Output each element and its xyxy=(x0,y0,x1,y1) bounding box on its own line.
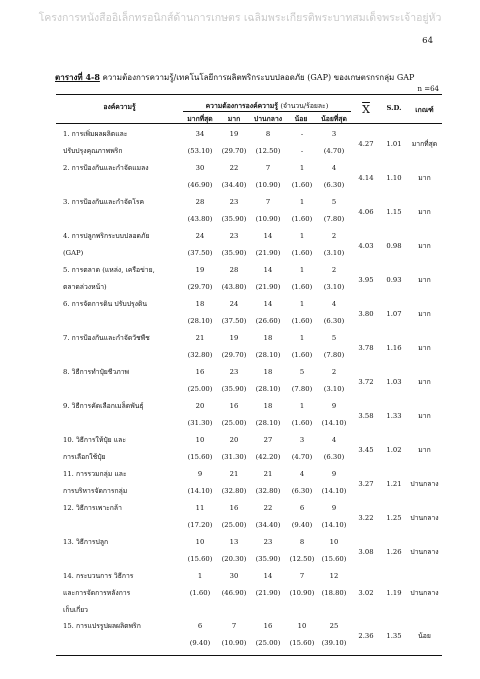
row-label: เก็บเกี่ยว xyxy=(63,606,88,614)
percent-moderate: (21.90) xyxy=(255,589,281,597)
percent-moderate: (26.60) xyxy=(255,317,281,325)
percent-most: (53.10) xyxy=(187,147,213,155)
percent-least: (6.30) xyxy=(323,181,345,189)
table-row xyxy=(56,466,442,500)
criteria-value: มาก xyxy=(418,446,431,454)
percent-most: (29.70) xyxy=(187,283,213,291)
row-label: 12. วิธีการเพาะกล้า xyxy=(63,504,122,512)
table-row xyxy=(56,500,442,534)
need-group-title: ความต้องการองค์ความรู้ xyxy=(205,102,278,110)
criteria-value: น้อย xyxy=(418,632,431,640)
mean-value: 4.06 xyxy=(358,208,374,216)
percent-moderate: (42.20) xyxy=(255,453,281,461)
count-much: 21 xyxy=(229,470,239,478)
count-much: 19 xyxy=(229,130,239,138)
percent-most: (32.80) xyxy=(187,351,213,359)
count-much: 19 xyxy=(229,334,239,342)
table-title: ความต้องการความรู้/เทคโนโลยีการผลิตพริกระบบปลอดภัย (GAP) ของเกษตรกรกลุ่ม GAP xyxy=(102,73,415,82)
criteria-value: มาก xyxy=(418,276,431,284)
table-row xyxy=(56,618,442,652)
level-header-little: น้อย xyxy=(294,115,308,123)
percent-most: (14.10) xyxy=(187,487,213,495)
percent-least: (18.80) xyxy=(321,589,347,597)
criteria-value: ปานกลาง xyxy=(410,480,439,488)
subheader-rule xyxy=(183,111,351,112)
count-little: 1 xyxy=(299,300,305,308)
percent-least: (6.30) xyxy=(323,453,345,461)
percent-most: (37.50) xyxy=(187,249,213,257)
sd-value: 0.93 xyxy=(386,276,402,284)
percent-most: (15.60) xyxy=(187,453,213,461)
percent-most: (31.30) xyxy=(187,419,213,427)
percent-little: (1.60) xyxy=(291,283,313,291)
percent-little: (10.90) xyxy=(289,589,315,597)
count-little: 8 xyxy=(299,538,305,546)
criteria-value: มาก xyxy=(418,174,431,182)
criteria-value: มากที่สุด xyxy=(411,140,438,148)
sd-value: 1.26 xyxy=(386,548,402,556)
count-much: 22 xyxy=(229,164,239,172)
count-little: 1 xyxy=(299,266,305,274)
percent-moderate: (25.00) xyxy=(255,639,281,647)
sd-value: 1.25 xyxy=(386,514,402,522)
percent-little: (4.70) xyxy=(291,453,313,461)
count-most: 18 xyxy=(195,300,205,308)
count-moderate: 7 xyxy=(265,198,271,206)
count-moderate: 14 xyxy=(263,266,273,274)
count-much: 16 xyxy=(229,504,239,512)
count-much: 13 xyxy=(229,538,239,546)
row-label: 15. การแปรรูปผลผลิตพริก xyxy=(63,622,141,630)
percent-much: (20.30) xyxy=(221,555,247,563)
level-header-most: มากที่สุด xyxy=(187,115,213,123)
table-bottom-rule xyxy=(56,655,442,656)
count-most: 10 xyxy=(195,538,205,546)
count-much: 23 xyxy=(229,232,239,240)
need-group-unit: (จำนวน/ร้อยละ) xyxy=(280,102,329,110)
count-least: 2 xyxy=(331,266,337,274)
count-least: 12 xyxy=(329,572,339,580)
row-label: และการจัดการหลังการ xyxy=(63,589,131,597)
sd-value: 1.10 xyxy=(386,174,402,182)
percent-little: (1.60) xyxy=(291,317,313,325)
criteria-value: มาก xyxy=(418,378,431,386)
percent-most: (46.90) xyxy=(187,181,213,189)
sd-value: 0.98 xyxy=(386,242,402,250)
table-row xyxy=(56,330,442,364)
percent-much: (34.40) xyxy=(221,181,247,189)
percent-moderate: (32.80) xyxy=(255,487,281,495)
sd-value: 1.33 xyxy=(386,412,402,420)
percent-much: (31.30) xyxy=(221,453,247,461)
table-row xyxy=(56,126,442,160)
percent-little: (1.60) xyxy=(291,419,313,427)
row-label: 8. วิธีการทำปุ๋ยชีวภาพ xyxy=(63,368,129,376)
percent-most: (43.80) xyxy=(187,215,213,223)
sd-value: 1.02 xyxy=(386,446,402,454)
mean-value: 3.27 xyxy=(358,480,374,488)
criteria-value: มาก xyxy=(418,310,431,318)
percent-least: (3.10) xyxy=(323,249,345,257)
percent-much: (46.90) xyxy=(221,589,247,597)
percent-most: (28.10) xyxy=(187,317,213,325)
percent-least: (3.10) xyxy=(323,283,345,291)
count-much: 7 xyxy=(231,622,237,630)
count-least: 4 xyxy=(331,436,337,444)
count-least: 3 xyxy=(331,130,337,138)
count-much: 23 xyxy=(229,198,239,206)
count-most: 1 xyxy=(197,572,203,580)
row-label: 10. วิธีการให้ปุ๋ย และ xyxy=(63,436,126,444)
row-label: 13. วิธีการปลูก xyxy=(63,538,109,546)
count-little: - xyxy=(300,130,304,138)
count-much: 20 xyxy=(229,436,239,444)
level-header-much: มาก xyxy=(227,115,241,123)
count-much: 16 xyxy=(229,402,239,410)
criteria-value: มาก xyxy=(418,344,431,352)
count-moderate: 27 xyxy=(263,436,273,444)
table-row xyxy=(56,160,442,194)
mean-value: 3.58 xyxy=(358,412,374,420)
sd-value: 1.07 xyxy=(386,310,402,318)
criteria-value: ปานกลาง xyxy=(410,514,439,522)
percent-little: (1.60) xyxy=(291,249,313,257)
table-row xyxy=(56,296,442,330)
criteria-header: เกณฑ์ xyxy=(415,106,434,114)
count-most: 10 xyxy=(195,436,205,444)
count-least: 25 xyxy=(329,622,339,630)
table-label: ตารางที่ 4-8 xyxy=(55,72,100,82)
count-moderate: 22 xyxy=(263,504,273,512)
table-row xyxy=(56,568,442,618)
count-most: 30 xyxy=(195,164,205,172)
count-least: 9 xyxy=(331,402,337,410)
sd-value: 1.19 xyxy=(386,589,402,597)
row-label: 2. การป้องกันและกำจัดแมลง xyxy=(63,164,149,172)
table-row xyxy=(56,364,442,398)
header-bottom-rule xyxy=(56,123,442,124)
count-little: 10 xyxy=(297,622,307,630)
row-label: 11. การรวมกลุ่ม และ xyxy=(63,470,127,478)
table-row xyxy=(56,534,442,568)
count-moderate: 18 xyxy=(263,368,273,376)
count-little: 6 xyxy=(299,504,305,512)
percent-much: (35.90) xyxy=(221,215,247,223)
percent-most: (15.60) xyxy=(187,555,213,563)
count-least: 2 xyxy=(331,232,337,240)
percent-much: (25.00) xyxy=(221,419,247,427)
percent-moderate: (28.10) xyxy=(255,385,281,393)
count-moderate: 8 xyxy=(265,130,271,138)
table-row xyxy=(56,194,442,228)
sd-value: 1.03 xyxy=(386,378,402,386)
criteria-value: มาก xyxy=(418,242,431,250)
percent-much: (35.90) xyxy=(221,249,247,257)
row-label: 4. การปลูกพริกระบบปลอดภัย xyxy=(63,232,150,240)
count-moderate: 14 xyxy=(263,232,273,240)
count-least: 4 xyxy=(331,164,337,172)
count-moderate: 21 xyxy=(263,470,273,478)
row-label: ตลาดล่วงหน้า) xyxy=(63,283,107,291)
table-top-rule xyxy=(56,94,442,95)
percent-little: - xyxy=(300,147,304,155)
row-label: 1. การเพิ่มผลผลิตและ xyxy=(63,130,128,138)
count-little: 1 xyxy=(299,334,305,342)
count-most: 6 xyxy=(197,622,203,630)
percent-least: (14.10) xyxy=(321,521,347,529)
percent-least: (14.10) xyxy=(321,419,347,427)
count-much: 30 xyxy=(229,572,239,580)
count-little: 4 xyxy=(299,470,305,478)
need-group-header xyxy=(183,100,351,111)
sd-value: 1.01 xyxy=(386,140,402,148)
percent-little: (15.60) xyxy=(289,639,315,647)
count-much: 24 xyxy=(229,300,239,308)
percent-much: (25.00) xyxy=(221,521,247,529)
level-header-least: น้อยที่สุด xyxy=(321,115,347,123)
mean-value: 2.36 xyxy=(358,632,374,640)
mean-value: 3.80 xyxy=(358,310,374,318)
row-label: 9. วิธีการคัดเลือกเมล็ดพันธุ์ xyxy=(63,402,144,410)
percent-moderate: (28.10) xyxy=(255,419,281,427)
percent-least: (6.30) xyxy=(323,317,345,325)
percent-little: (9.40) xyxy=(291,521,313,529)
percent-much: (43.80) xyxy=(221,283,247,291)
count-moderate: 18 xyxy=(263,334,273,342)
count-little: 1 xyxy=(299,164,305,172)
percent-moderate: (10.90) xyxy=(255,181,281,189)
count-moderate: 18 xyxy=(263,402,273,410)
row-label: 7. การป้องกันและกำจัดวัชพืช xyxy=(63,334,150,342)
mean-value: 3.02 xyxy=(358,589,374,597)
mean-value: 4.14 xyxy=(358,174,374,182)
count-least: 5 xyxy=(331,334,337,342)
mean-value: 3.95 xyxy=(358,276,374,284)
row-label: 6. การจัดการดิน ปรับปรุงดิน xyxy=(63,300,148,308)
percent-least: (4.70) xyxy=(323,147,345,155)
count-most: 28 xyxy=(195,198,205,206)
percent-much: (29.70) xyxy=(221,351,247,359)
mean-value: 3.08 xyxy=(358,548,374,556)
count-moderate: 16 xyxy=(263,622,273,630)
count-moderate: 14 xyxy=(263,572,273,580)
sd-header: S.D. xyxy=(386,104,402,112)
count-least: 10 xyxy=(329,538,339,546)
percent-least: (14.10) xyxy=(321,487,347,495)
mean-value: 3.78 xyxy=(358,344,374,352)
row-label: การบริหารจัดการกลุ่ม xyxy=(63,487,128,495)
percent-little: (6.30) xyxy=(291,487,313,495)
percent-most: (1.60) xyxy=(189,589,211,597)
count-most: 19 xyxy=(195,266,205,274)
mean-header: $\overline{X}$ xyxy=(362,103,370,116)
mean-value: 3.22 xyxy=(358,514,374,522)
row-label: 14. กระบวนการ วิธีการ xyxy=(63,572,134,580)
count-little: 3 xyxy=(299,436,305,444)
percent-most: (17.20) xyxy=(187,521,213,529)
count-little: 1 xyxy=(299,232,305,240)
percent-most: (25.00) xyxy=(187,385,213,393)
sd-value: 1.16 xyxy=(386,344,402,352)
percent-little: (1.60) xyxy=(291,215,313,223)
criteria-value: มาก xyxy=(418,208,431,216)
count-most: 11 xyxy=(195,504,205,512)
percent-much: (10.90) xyxy=(221,639,247,647)
criteria-value: ปานกลาง xyxy=(410,589,439,597)
count-little: 1 xyxy=(299,402,305,410)
percent-much: (37.50) xyxy=(221,317,247,325)
mean-value: 3.72 xyxy=(358,378,374,386)
mean-value: 4.03 xyxy=(358,242,374,250)
percent-moderate: (34.40) xyxy=(255,521,281,529)
sd-value: 1.21 xyxy=(386,480,402,488)
count-little: 7 xyxy=(299,572,305,580)
count-moderate: 23 xyxy=(263,538,273,546)
count-most: 34 xyxy=(195,130,205,138)
percent-least: (15.60) xyxy=(321,555,347,563)
row-label: 3. การป้องกันและกำจัดโรค xyxy=(63,198,145,206)
percent-least: (3.10) xyxy=(323,385,345,393)
criteria-value: ปานกลาง xyxy=(410,548,439,556)
row-label: 5. การตลาด (แหล่ง, เครือข่าย, xyxy=(63,266,155,274)
row-label: การเลือกใช้ปุ๋ย xyxy=(63,453,106,461)
count-most: 21 xyxy=(195,334,205,342)
percent-little: (1.60) xyxy=(291,181,313,189)
percent-least: (39.10) xyxy=(321,639,347,647)
count-much: 23 xyxy=(229,368,239,376)
percent-moderate: (35.90) xyxy=(255,555,281,563)
sample-size: n =64 xyxy=(417,85,439,93)
mean-value: 3.45 xyxy=(358,446,374,454)
percent-moderate: (21.90) xyxy=(255,249,281,257)
table-caption xyxy=(55,71,455,84)
percent-least: (7.80) xyxy=(323,215,345,223)
table-row xyxy=(56,228,442,262)
percent-much: (35.90) xyxy=(221,385,247,393)
count-little: 1 xyxy=(299,198,305,206)
percent-little: (12.50) xyxy=(289,555,315,563)
percent-little: (7.80) xyxy=(291,385,313,393)
sd-value: 1.35 xyxy=(386,632,402,640)
count-little: 5 xyxy=(299,368,305,376)
count-most: 20 xyxy=(195,402,205,410)
count-moderate: 7 xyxy=(265,164,271,172)
row-label: (GAP) xyxy=(63,249,84,257)
mean-value: 4.27 xyxy=(358,140,374,148)
count-least: 4 xyxy=(331,300,337,308)
page-number: 64 xyxy=(422,36,433,46)
table-row xyxy=(56,432,442,466)
percent-much: (32.80) xyxy=(221,487,247,495)
percent-moderate: (21.90) xyxy=(255,283,281,291)
sd-value: 1.15 xyxy=(386,208,402,216)
count-most: 24 xyxy=(195,232,205,240)
percent-most: (9.40) xyxy=(189,639,211,647)
count-least: 2 xyxy=(331,368,337,376)
watermark: โครงการหนังสืออิเล็กทรอนิกส์ด้านการเกษตร เฉลิมพระเกียรติพระบาทสมเด็จพระเจ้าอยู่หัว xyxy=(38,12,442,24)
count-least: 9 xyxy=(331,470,337,478)
percent-moderate: (10.90) xyxy=(255,215,281,223)
count-moderate: 14 xyxy=(263,300,273,308)
count-least: 9 xyxy=(331,504,337,512)
count-most: 16 xyxy=(195,368,205,376)
percent-much: (29.70) xyxy=(221,147,247,155)
percent-least: (7.80) xyxy=(323,351,345,359)
criteria-value: มาก xyxy=(418,412,431,420)
row-label: ปรับปรุงคุณภาพพริก xyxy=(63,147,123,155)
count-most: 9 xyxy=(197,470,203,478)
percent-moderate: (28.10) xyxy=(255,351,281,359)
percent-moderate: (12.50) xyxy=(255,147,281,155)
table-row xyxy=(56,262,442,296)
percent-little: (1.60) xyxy=(291,351,313,359)
count-least: 5 xyxy=(331,198,337,206)
knowledge-header: องค์ความรู้ xyxy=(103,103,136,111)
count-much: 28 xyxy=(229,266,239,274)
table-row xyxy=(56,398,442,432)
level-header-moderate: ปานกลาง xyxy=(253,115,283,123)
